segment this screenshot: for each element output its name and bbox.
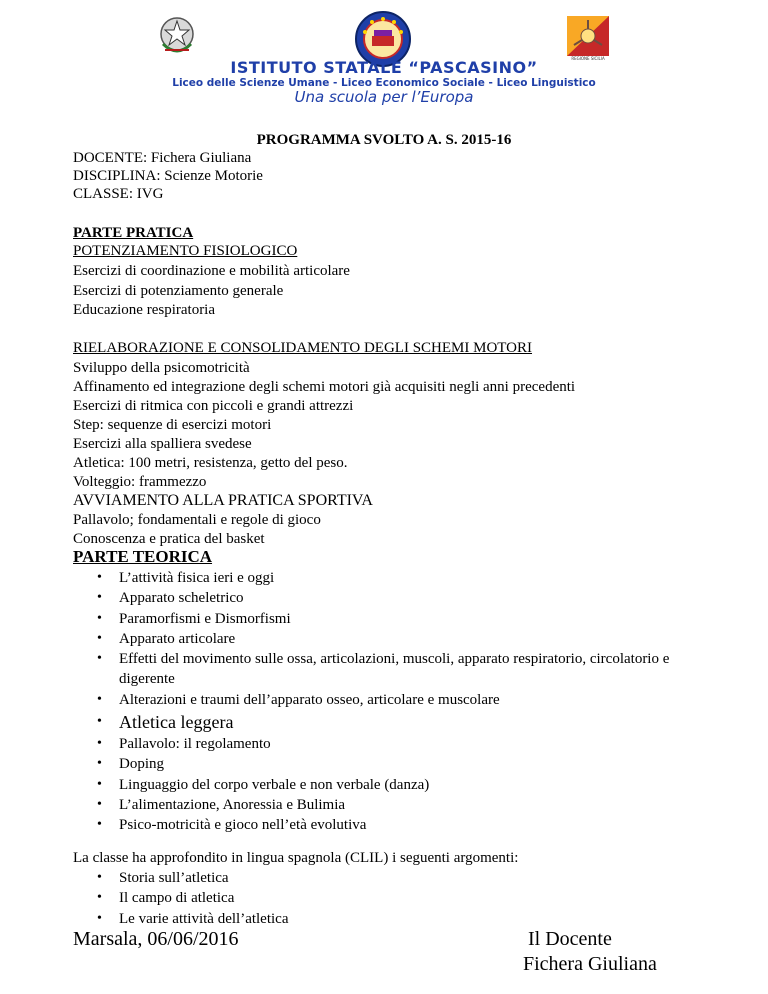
list-item: • Atletica leggera [97,710,709,734]
list-item: Esercizi alla spalliera svedese [73,436,252,452]
list-item: Esercizi di potenziamento generale [73,283,284,299]
sicily-region-emblem-icon [565,14,611,60]
document-title: PROGRAMMA SVOLTO A. S. 2015-16 [256,132,512,148]
list-item: Esercizi di ritmica con piccoli e grandi attrezzi [73,398,354,414]
school-motto: Una scuola per l’Europa [294,88,474,106]
list-item: • Linguaggio del corpo verbale e non verbale (danza) [97,775,709,795]
classe-line: CLASSE: IVG [73,186,164,202]
signature-role: Il Docente [528,928,612,950]
list-item: • L’alimentazione, Anoressia e Bulimia [97,795,709,815]
docente-line: DOCENTE: Fichera Giuliana [73,150,252,166]
list-item: • Paramorfismi e Dismorfismi [97,609,709,629]
disciplina-line: DISCIPLINA: Scienze Motorie [73,168,263,184]
school-name: ISTITUTO STATALE “PASCASINO” [230,58,538,77]
clil-intro: La classe ha approfondito in lingua spagnola (CLIL) i seguenti argomenti: [73,850,519,866]
region-caption: REGIONE SICILIA [571,56,605,61]
place-date: Marsala, 06/06/2016 [73,928,239,950]
section-heading-parte-pratica: PARTE PRATICA [73,225,194,241]
list-item: • Storia sull’atletica [97,868,289,888]
list-item: • Doping [97,754,709,774]
list-item: • Apparato articolare [97,629,709,649]
list-item: Pallavolo; fondamentali e regole di gioco [73,512,321,528]
list-item: Volteggio: frammezzo [73,474,207,490]
list-item: • Il campo di atletica [97,888,289,908]
list-item: • L’attività fisica ieri e oggi [97,568,709,588]
subsection-heading-potenziamento: POTENZIAMENTO FISIOLOGICO [73,243,298,259]
list-item: • Effetti del movimento sulle ossa, articolazioni, muscoli, apparato respiratorio, circolatorio e digerente [97,649,709,690]
list-item: • Psico-motricità e gioco nell’età evolutiva [97,815,709,835]
list-item: Conoscenza e pratica del basket [73,531,265,547]
list-item: • Pallavolo: il regolamento [97,734,709,754]
list-item: • Apparato scheletrico [97,588,709,608]
list-item: • Alterazioni e traumi dell’apparato osseo, articolare e muscolare [97,690,709,710]
teorica-list [97,568,709,836]
section-heading-parte-teorica: PARTE TEORICA [73,547,213,566]
subsection-heading-rielaborazione: RIELABORAZIONE E CONSOLIDAMENTO DEGLI SCHEMI MOTORI [73,340,533,356]
list-item: Atletica: 100 metri, resistenza, getto del peso. [73,455,348,471]
italian-republic-emblem-icon [157,14,197,58]
list-item: Sviluppo della psicomotricità [73,360,250,376]
list-item: Esercizi di coordinazione e mobilità articolare [73,263,350,279]
clil-list [97,868,289,929]
school-subtitle: Liceo delle Scienze Umane - Liceo Economico Sociale - Liceo Linguistico [172,77,596,89]
subsection-heading-avviamento: AVVIAMENTO ALLA PRATICA SPORTIVA [73,492,373,509]
list-item: • Le varie attività dell’atletica [97,909,289,929]
list-item: Step: sequenze di esercizi motori [73,417,272,433]
list-item: Educazione respiratoria [73,302,216,318]
header-logos [0,10,768,62]
signature-name: Fichera Giuliana [523,953,657,975]
list-item: Affinamento ed integrazione degli schemi motori già acquisiti negli anni precedenti [73,379,576,395]
